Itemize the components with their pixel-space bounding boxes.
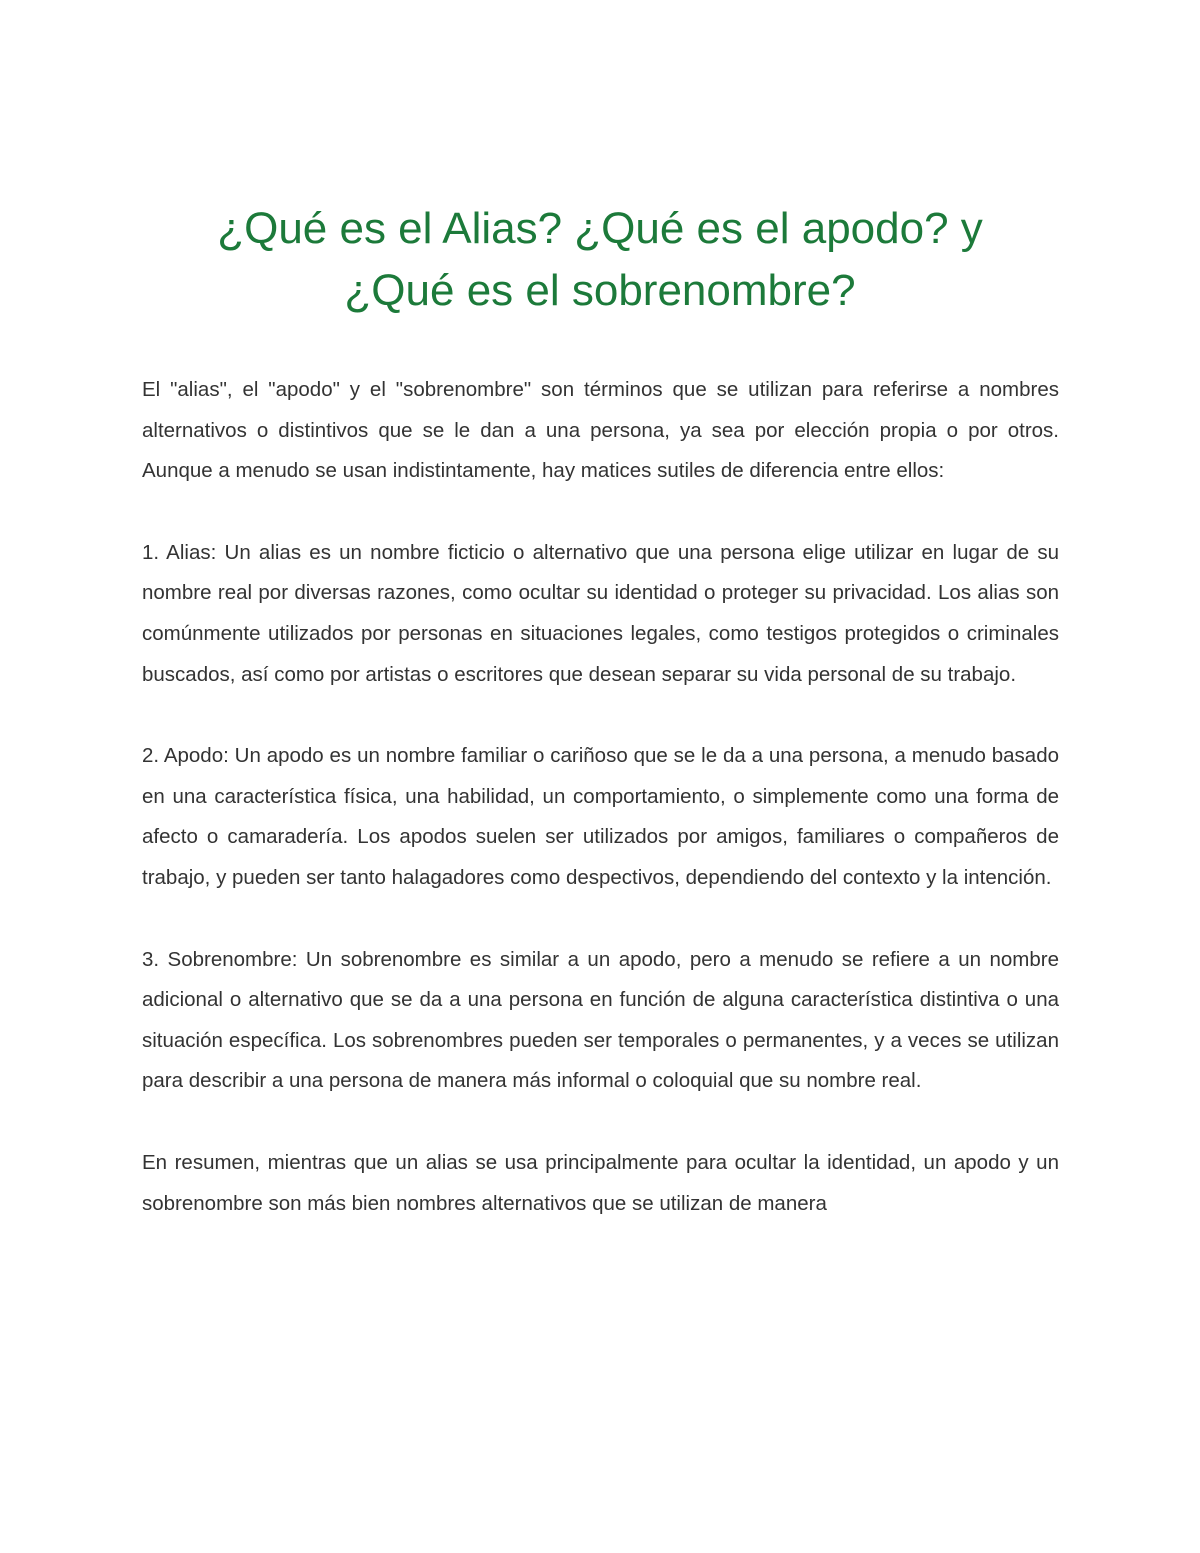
paragraph-apodo: 2. Apodo: Un apodo es un nombre familiar o cariñoso que se le da a una persona, a menudo basado en una característica física, una habilidad, un comportamiento, o simplemente como una forma de afecto o camaradería. Los apodos suelen ser utilizados por amigos, familiares o compañeros de trabajo, y pueden ser tanto halagadores como despectivos, dependiendo del contexto y la intención.	[142, 744, 1059, 889]
paragraph-alias: 1. Alias: Un alias es un nombre ficticio o alternativo que una persona elige utilizar en lugar de su nombre real por diversas razones, como ocultar su identidad o proteger su privacidad. Los alias son comúnmente utilizados por personas en situaciones legales, como testigos protegidos o criminales buscados, así como por artistas o escritores que desean separar su vida personal de su trabajo.	[142, 540, 1059, 686]
paragraph-resumen: En resumen, mientras que un alias se usa principalmente para ocultar la identidad, un apodo y un sobrenombre son más bien nombres alternativos que se utilizan de manera	[142, 1150, 1059, 1215]
document-title	[100, 198, 1100, 322]
title-line-1: ¿Qué es el Alias? ¿Qué es el apodo? y	[217, 204, 983, 253]
document-body	[142, 370, 1059, 1224]
paragraph-sobrenombre: 3. Sobrenombre: Un sobrenombre es similar a un apodo, pero a menudo se refiere a un nombre adicional o alternativo que se da a una persona en función de alguna característica distintiva o una situación específica. Los sobrenombres pueden ser temporales o permanentes, y a veces se utilizan para describir a una persona de manera más informal o coloquial que su nombre real.	[142, 947, 1059, 1093]
title-line-2: ¿Qué es el sobrenombre?	[344, 266, 856, 315]
paragraph-intro: El "alias", el "apodo" y el "sobrenombre" son términos que se utilizan para referirse a nombres alternativos o distintivos que se le dan a una persona, ya sea por elección propia o por otros. Aunque a menudo se usan indistintamente, hay matices sutiles de diferencia entre ellos:	[142, 378, 1059, 483]
